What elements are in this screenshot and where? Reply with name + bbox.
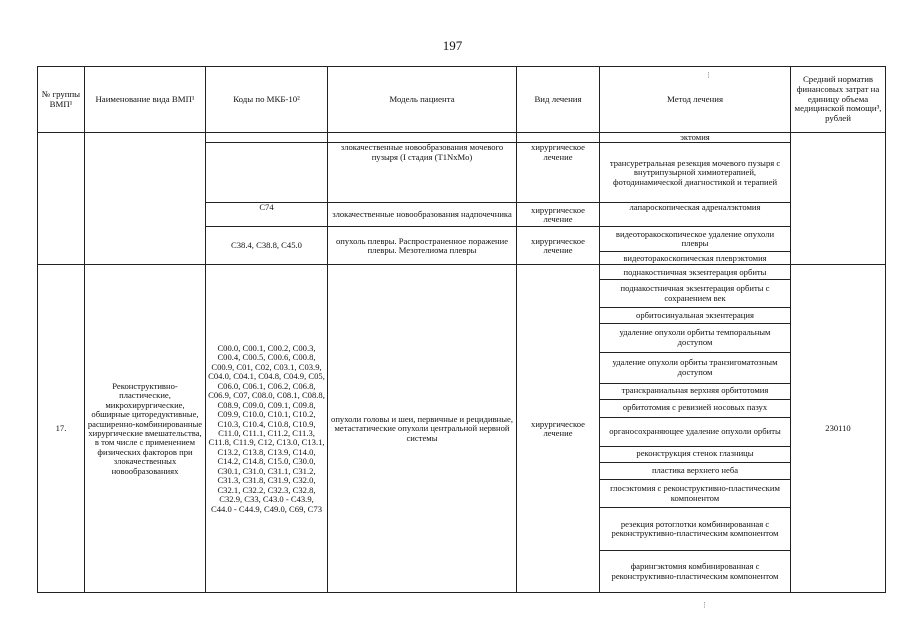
method-list-cell (600, 265, 791, 593)
model-cell: злокачественные новообразования мочевого пузыря (I стадия (T1NxMo) (328, 143, 517, 203)
method-list (600, 265, 790, 592)
table-row (38, 133, 886, 143)
header-model: Модель пациента (328, 67, 517, 133)
scan-artifact: ⁝ (703, 600, 706, 610)
cont-group-cell (38, 133, 85, 265)
header-name: Наименование вида ВМП¹ (85, 67, 206, 133)
model-cell: опухоли головы и шеи, первичные и рецидивные, метастатические опухоли центральной нервной системы (328, 265, 517, 593)
method-cell: лапароскопическая адреналэктомия (600, 203, 791, 227)
cont-codes-cell (206, 133, 328, 143)
model-cell: злокачественные новообразования надпочечника (328, 203, 517, 227)
type-cell: хирургическое лечение (517, 265, 600, 593)
type-cell: хирургическое лечение (517, 143, 600, 203)
cont-norm-cell (791, 133, 886, 265)
codes-cell: C38.4, C38.8, C45.0 (206, 227, 328, 265)
scan-artifact: ⁝ (707, 70, 710, 80)
table-row-group-17 (38, 265, 886, 593)
method-item: реконструкция стенок глазницы (600, 446, 790, 462)
method-item: поднакостничная экзентерация орбиты (623, 266, 767, 277)
method-cell: эктомия (600, 133, 791, 143)
method-item: поднакостничная экзентерация орбиты с сохранением век (600, 279, 790, 307)
codes-cell: C00.0, C00.1, C00.2, C00.3, C00.4, C00.5, C00.6, C00.8, C00.9, C01, C02, C03.1, C03.9, C04.0, C04.1, C04.8, C04.9, C05, C06.0, C06.1, C06.2, C06.8, C06.9, C07, C08.0, C08.1, C08.8, C08.9, C09.0, C09.1, C09.8, C09.9, C10.0, C10.1, C10.2, C10.3, C10.4, C10.8, C10.9, C11.0, C11.1, C11.2, C11.3, C11.8, C11.9, C12, C13.0, C13.1, C13.2, C13.8, C13.9, C14.0, C14.2, C14.8, C15.0, C30.0, C30.1, C31.0, C31.1, C31.2, C31.3, C31.8, C31.9, C32.0, C32.1, C32.2, C32.3, C32.8, C32.9, C33, C43.0 - C43.9, C44.0 - C44.9, C49.0, C69, C73 (206, 265, 328, 593)
method-item: орбитосинуальная экзентерация (600, 307, 790, 323)
method-item: удаление опухоли орбиты транзигоматозным доступом (600, 352, 790, 383)
method-cell: видеоторакоскопическая плеврэктомия (600, 252, 791, 265)
group-number-cell: 17. (38, 265, 85, 593)
vmp-table (37, 66, 886, 593)
header-method: Метод лечения (600, 67, 791, 133)
page-number: 197 (442, 38, 463, 53)
method-item: транскраниальная верхняя орбитотомия (600, 383, 790, 399)
cont-name-cell (85, 133, 206, 265)
norm-cell: 230110 (791, 265, 886, 593)
header-codes: Коды по МКБ-10² (206, 67, 328, 133)
method-item: резекция ротоглотки комбинированная с реконструктивно-пластическим компонентом (600, 507, 790, 550)
method-item: пластика верхнего неба (600, 462, 790, 479)
cont-model-cell (328, 133, 517, 143)
method-item: глосэктомия с реконструктивно-пластическим компонентом (600, 479, 790, 508)
header-norm: Средний норматив финансовых затрат на единицу объема медицинской помощи³, рублей (791, 67, 886, 133)
codes-cell: C74 (206, 203, 328, 227)
method-item: органосохраняющее удаление опухоли орбиты (600, 417, 790, 446)
method-cell: видеоторакоскопическое удаление опухоли плевры (600, 227, 791, 252)
model-cell: опухоль плевры. Распространенное поражение плевры. Мезотелиома плевры (328, 227, 517, 265)
method-cell: трансуретральная резекция мочевого пузыря с внутрипузырной химиотерапией, фотодинамической диагностикой и терапией (600, 143, 791, 203)
group-name-cell: Реконструктивно-пластические, микрохирургические, обширные циторедуктивные, расширенно-комбинированные хирургические вмешательства, в том числе с применением физических факторов при злокачественных новообразованиях (85, 265, 206, 593)
type-cell: хирургическое лечение (517, 203, 600, 227)
cont-type-cell (517, 133, 600, 143)
method-item: удаление опухоли орбиты темпоральным доступом (600, 323, 790, 352)
header-group: № группы ВМП¹ (38, 67, 85, 133)
method-item: фарингэктомия комбинированная с реконструктивно-пластическим компонентом (600, 550, 790, 593)
header-type: Вид лечения (517, 67, 600, 133)
codes-cell (206, 143, 328, 203)
type-cell: хирургическое лечение (517, 227, 600, 265)
method-item: орбитотомия с ревизией носовых пазух (600, 399, 790, 417)
header-row (38, 67, 886, 133)
